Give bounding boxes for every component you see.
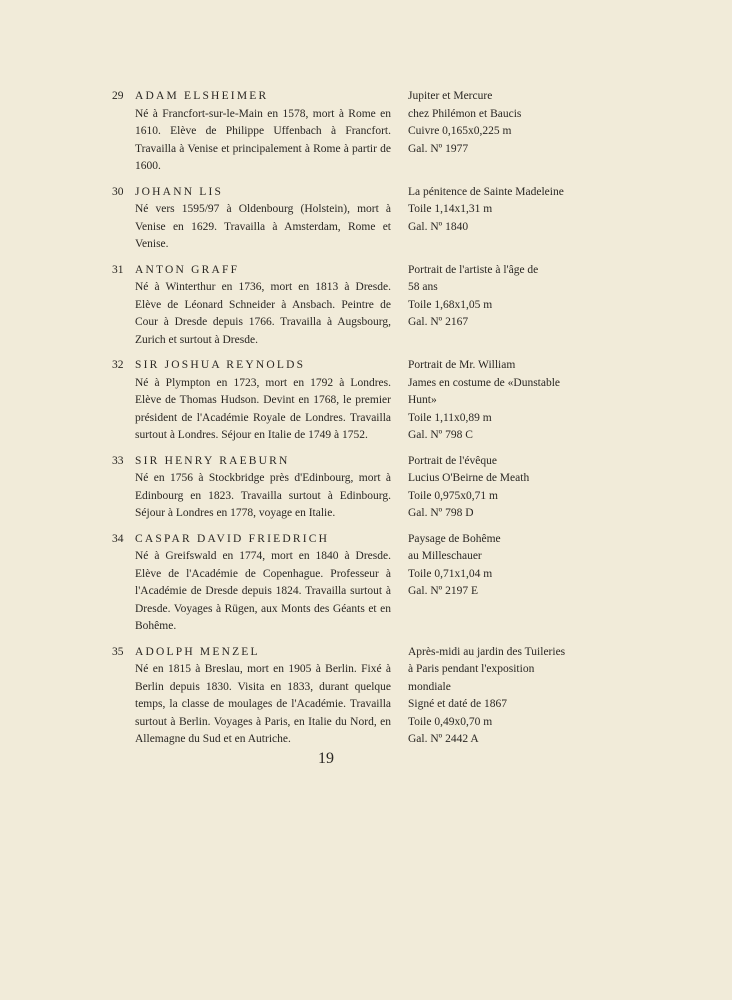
artwork-title-line: 58 ans [408, 281, 438, 293]
artist-biography [135, 184, 391, 254]
artist-biography [135, 644, 391, 749]
artwork-title-line: Après-midi au jardin des Tuileries [408, 645, 566, 658]
catalogue-entries [112, 88, 572, 757]
artwork-medium-size: Toile 1,11x0,89 m [408, 411, 492, 424]
entry-number: 29 [112, 90, 124, 102]
artwork-title-line: Paysage de Bohême [408, 532, 501, 545]
entry-number: 31 [112, 263, 124, 276]
artwork-signature: Signé et daté de 1867 [408, 698, 508, 710]
entry-number: 30 [112, 185, 124, 198]
artwork-details [408, 453, 578, 523]
catalogue-entry [112, 357, 572, 445]
artist-biography [135, 357, 391, 445]
biography-text: Né en 1756 à Stockbridge près d'Edinbourg, mort à Edinbourg en 1823. Travailla surtout à Edinbourg. Séjour à Londres en 1778, voyage en Italie. [135, 472, 391, 519]
gallery-number: Gal. Nº 798 D [408, 507, 474, 519]
artist-name: ADOLPH MENZEL [135, 645, 260, 658]
entry-number: 34 [112, 532, 124, 545]
catalogue-entry [112, 262, 572, 350]
gallery-number: Gal. Nº 1840 [408, 220, 469, 233]
page-number: 19 [318, 750, 334, 767]
artist-biography [135, 453, 391, 523]
entry-number: 35 [112, 645, 124, 658]
artwork-details [408, 357, 578, 445]
artwork-title-line: chez Philémon et Baucis [408, 107, 522, 120]
entry-number: 33 [112, 454, 124, 467]
artwork-medium-size: Toile 1,68x1,05 m [408, 298, 493, 311]
artwork-title-line: au Milleschauer [408, 550, 482, 562]
artist-name: JOHANN LIS [135, 185, 224, 198]
artwork-details [408, 262, 578, 332]
gallery-number: Gal. Nº 1977 [408, 142, 469, 155]
artwork-details [408, 644, 578, 749]
biography-text: Né à Francfort-sur-le-Main en 1578, mort à Rome en 1610. Elève de Philippe Uffenbach à Francfort. Travailla à Venise et principalement à Rome à partir de 1600. [135, 107, 391, 172]
biography-text: Né en 1815 à Breslau, mort en 1905 à Berlin. Fixé à Berlin depuis 1830. Visita en 1833, durant quelque temps, la classe de moulages de l'Académie. Travailla surtout à Berlin. Voyages à Paris, en Italie du Nord, en Allemagne du Sud et en Autriche. [135, 663, 391, 745]
biography-text: Né à Plympton en 1723, mort en 1792 à Londres. Elève de Thomas Hudson. Devint en 1768, le premier président de l'Académie Royale de Londres. Travailla surtout à Londres. Séjour en Italie de 1749 à 1752. [135, 376, 391, 441]
artwork-medium-size: Toile 0,49x0,70 m [408, 715, 493, 728]
artwork-title-line: James en costume de «Dunstable [408, 376, 561, 389]
gallery-number: Gal. Nº 2442 A [408, 733, 479, 745]
catalogue-entry [112, 644, 572, 749]
artwork-title-line: Portrait de l'artiste à l'âge de [408, 263, 539, 276]
artwork-details [408, 184, 578, 237]
artist-name: SIR HENRY RAEBURN [135, 454, 290, 467]
artwork-medium-size: Toile 1,14x1,31 m [408, 203, 493, 215]
gallery-number: Gal. Nº 2197 E [408, 585, 478, 597]
gallery-number: Gal. Nº 798 C [408, 429, 473, 441]
artwork-details [408, 88, 578, 158]
biography-text: Né vers 1595/97 à Oldenbourg (Holstein), mort à Venise en 1629. Travailla à Amsterdam, Rome et Venise. [135, 203, 391, 250]
artwork-medium-size: Toile 0,975x0,71 m [408, 489, 498, 502]
catalogue-entry [112, 531, 572, 636]
artwork-title-line: mondiale [408, 680, 451, 693]
artwork-title-line: à Paris pendant l'exposition [408, 663, 535, 675]
artwork-details [408, 531, 578, 601]
artwork-title-line: Jupiter et Mercure [408, 90, 493, 102]
biography-text: Né à Greifswald en 1774, mort en 1840 à Dresde. Elève de l'Académie de Copenhague. Professeur à l'Académie de Dresde depuis 1824. Travailla surtout à Dresde. Voyages à Rügen, aux Monts des Géants et en Bohême. [135, 550, 391, 632]
artwork-title-line: La pénitence de Sainte Madeleine [408, 185, 564, 198]
catalogue-entry [112, 453, 572, 523]
artist-name: SIR JOSHUA REYNOLDS [135, 359, 306, 371]
artist-name: CASPAR DAVID FRIEDRICH [135, 532, 330, 545]
artwork-medium-size: Toile 0,71x1,04 m [408, 567, 493, 580]
entry-number: 32 [112, 359, 124, 371]
artwork-medium-size: Cuivre 0,165x0,225 m [408, 125, 512, 137]
artist-name: ANTON GRAFF [135, 263, 240, 276]
artist-name: ADAM ELSHEIMER [135, 90, 269, 102]
artwork-title-line: Hunt» [408, 394, 437, 406]
gallery-number: Gal. Nº 2167 [408, 316, 469, 328]
artist-biography [135, 262, 391, 350]
catalogue-entry [112, 184, 572, 254]
artwork-title-line: Portrait de l'évêque [408, 454, 497, 467]
artist-biography [135, 88, 391, 176]
artist-biography [135, 531, 391, 636]
artwork-title-line: Lucius O'Beirne de Meath [408, 472, 530, 484]
biography-text: Né à Winterthur en 1736, mort en 1813 à Dresde. Elève de Léonard Schneider à Ansbach. Peintre de Cour à Dresde depuis 1766. Travailla à Augsbourg, Zurich et surtout à Dresde. [135, 281, 391, 346]
catalogue-entry [112, 88, 572, 176]
artwork-title-line: Portrait de Mr. William [408, 359, 516, 371]
